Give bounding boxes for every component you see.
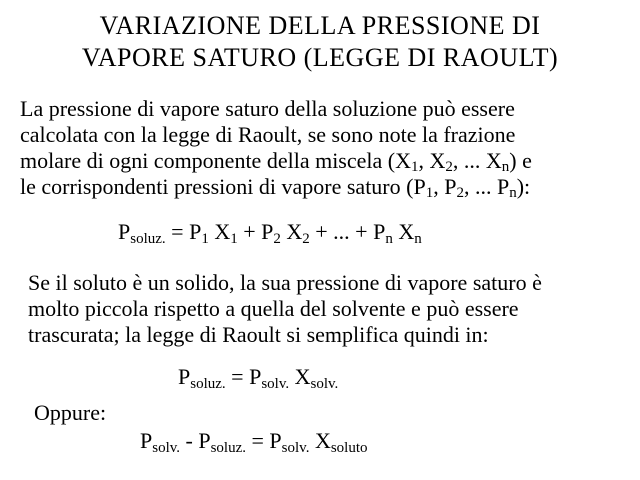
eq3-x-sub: soluto — [330, 440, 368, 456]
intro-line-4 — [20, 174, 530, 200]
eq3-p3-sub: solv. — [281, 440, 310, 456]
eq1-x2: X — [280, 219, 303, 244]
intro-line-3-mid: , ... X — [452, 148, 502, 173]
intro-line-3-suffix: ) e — [509, 148, 532, 173]
eq3-p1-sub: solv. — [152, 440, 181, 456]
solid-line-1: Se il soluto è un solido, la sua pressione di vapore saturo è — [28, 270, 542, 295]
eq3-eq: = P — [246, 428, 282, 453]
eq3-p1: P — [140, 428, 153, 453]
title-line-1: VARIAZIONE DELLA PRESSIONE DI — [99, 11, 541, 40]
eq1-p2-sub: 2 — [273, 231, 281, 247]
intro-line-2: calcolata con la legge di Raoult, se sono note la frazione — [20, 122, 516, 147]
title-line-2: VAPORE SATURO (LEGGE DI RAOULT) — [81, 43, 559, 72]
intro-line-3-prefix: molare di ogni componente della miscela (X — [20, 148, 411, 173]
eq1-pn-sub: n — [385, 231, 393, 247]
intro-x2-sub: 2 — [445, 159, 453, 175]
intro-line-4-sep: , P — [433, 174, 457, 199]
eq2-lhs-sub: soluz. — [190, 376, 226, 392]
intro-line-3-sep: , X — [418, 148, 446, 173]
eq1-x2-sub: 2 — [302, 231, 310, 247]
eq1-rest: + ... + P — [309, 219, 386, 244]
equation-raoult-general — [118, 219, 422, 245]
intro-pn-sub: n — [509, 185, 517, 201]
eq3-p2-sub: soluz. — [210, 440, 247, 456]
eq3-x: X — [309, 428, 331, 453]
intro-line-4-suffix: ): — [516, 174, 531, 199]
eq1-eq: = P — [165, 219, 202, 244]
intro-p1-sub: 1 — [425, 185, 434, 201]
solid-line-2: molto piccola rispetto a quella del solvente e può essere — [28, 296, 519, 321]
eq3-minus: - P — [180, 428, 211, 453]
intro-line-3 — [20, 148, 532, 174]
eq2-x: X — [289, 364, 311, 389]
eq1-lhs-sub: soluz. — [130, 231, 166, 247]
intro-p2-sub: 2 — [456, 185, 464, 201]
eq1-xn: X — [392, 219, 415, 244]
eq2-eq: = P — [225, 364, 262, 389]
eq1-x1: X — [208, 219, 231, 244]
intro-line-1: La pressione di vapore saturo della soluzione può essere — [20, 96, 515, 121]
intro-xn-sub: n — [501, 159, 510, 175]
intro-line-4-prefix: le corrispondenti pressioni di vapore saturo (P — [20, 174, 426, 199]
eq1-plus1: + P — [237, 219, 274, 244]
eq1-p1-sub: 1 — [201, 231, 209, 247]
solid-line-3: trascurata; la legge di Raoult si semplifica quindi in: — [28, 322, 489, 347]
intro-x1-sub: 1 — [410, 159, 419, 175]
eq1-lhs: P — [118, 219, 131, 244]
eq2-x-sub: solv. — [310, 376, 339, 392]
eq2-lhs: P — [178, 364, 191, 389]
equation-lowering — [140, 428, 368, 454]
eq1-xn-sub: n — [414, 231, 422, 247]
eq1-x1-sub: 1 — [230, 231, 238, 247]
intro-line-4-mid: , ... P — [463, 174, 510, 199]
equation-raoult-solid — [178, 364, 338, 390]
eq2-p-sub: solv. — [261, 376, 290, 392]
oppure-label: Oppure: — [34, 400, 107, 425]
